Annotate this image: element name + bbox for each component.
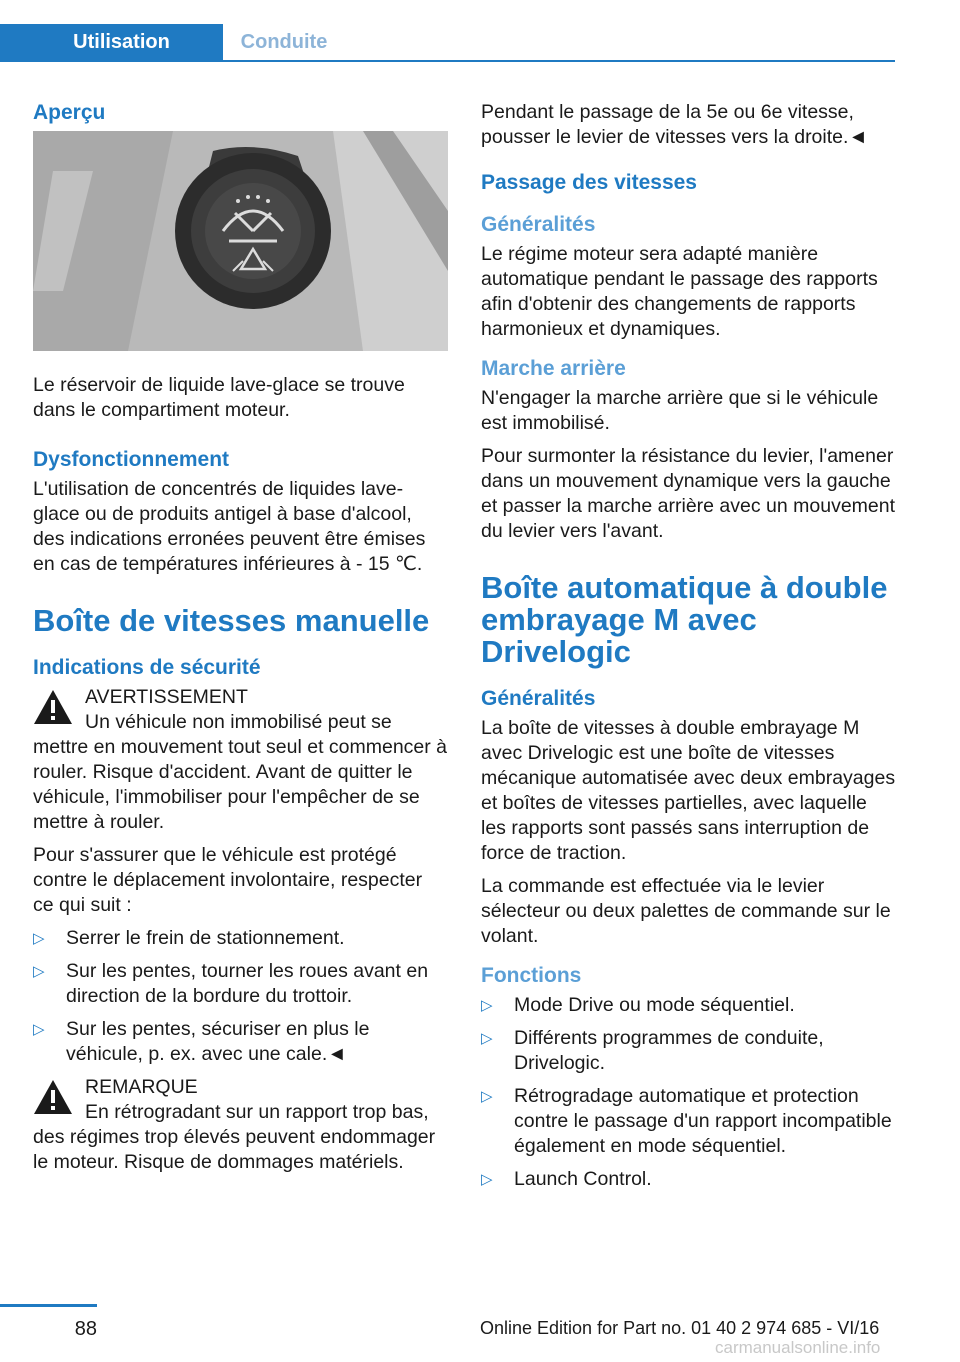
safety-heading: Indications de sécurité	[33, 656, 261, 679]
bullet-triangle-icon: ▷	[33, 1021, 45, 1038]
bullet-triangle-icon: ▷	[481, 1030, 493, 1047]
warning-block-1	[33, 685, 448, 710]
list-item	[481, 1026, 896, 1076]
apercu-heading: Aperçu	[33, 101, 106, 124]
bullet-triangle-icon: ▷	[481, 1171, 493, 1188]
apercu-text: Le réservoir de liquide lave-glace se trouve dans le compartiment moteur.	[33, 374, 405, 421]
dysfonctionnement-text: L'utilisation de concentrés de liquides lave-glace ou de produits antigel à base d'alcool, des indications erronées peuvent être émises en cas de températures inférieures à - 15 ℃.	[33, 478, 426, 575]
warning-triangle-icon	[33, 689, 73, 725]
footer-rule	[0, 1304, 97, 1307]
tab-conduite[interactable]: Conduite	[240, 31, 328, 53]
list-item-text: Sur les pentes, tourner les roues avant en direction de la bordure du trottoir.	[66, 960, 429, 1007]
auto-generalites-text-1: La boîte de vitesses à double embrayage M avec Drivelogic est une boîte de vitesses mécanique automatisée avec deux embrayages et boîtes de vitesses partielles, avec laquelle les rapports sont passés sans interruption de force de traction.	[481, 717, 896, 864]
dysfonctionnement-heading: Dysfonctionnement	[33, 448, 230, 471]
auto-generalites-heading: Généralités	[481, 687, 596, 710]
left-column	[33, 100, 448, 1183]
list-item-text: Sur les pentes, sécuriser en plus le véhicule, p. ex. avec une cale.◄	[66, 1018, 370, 1065]
generalites-heading: Généralités	[481, 213, 596, 236]
list-item-text: Launch Control.	[514, 1168, 652, 1190]
tab-utilisation[interactable]: Utilisation	[0, 24, 223, 61]
fonctions-heading: Fonctions	[481, 964, 582, 987]
warning-2-text: En rétrogradant sur un rapport trop bas, des régimes trop élevés peuvent endommager le moteur. Risque de dommages matériels.	[33, 1101, 436, 1173]
watermark: carmanualsonline.info	[715, 1338, 881, 1357]
warning-1-text: Un véhicule non immobilisé peut se mettre en mouvement tout seul et commencer à rouler. Risque d'accident. Avant de quitter le véhicule, l'immobiliser pour l'empêcher de se mettre à rouler.	[33, 711, 448, 833]
marche-arriere-heading: Marche arrière	[481, 357, 626, 380]
bullet-triangle-icon: ▷	[481, 997, 493, 1014]
list-item-text: Différents programmes de conduite, Drivelogic.	[514, 1027, 824, 1074]
marche-arriere-text-2: Pour surmonter la résistance du levier, l'amener dans un mouvement dynamique vers la gauche et passer la marche arrière avec un mouvement du levier vers l'avant.	[481, 445, 896, 542]
passage-heading: Passage des vitesses	[481, 171, 697, 194]
list-item	[481, 1167, 896, 1192]
intro-text: Pendant le passage de la 5e ou 6e vitesse, pousser le levier de vitesses vers la droite.◄	[481, 101, 868, 148]
warning-triangle-icon	[33, 1079, 73, 1115]
section-title-manuelle: Boîte de vitesses manuelle	[33, 603, 430, 638]
bullet-triangle-icon: ▷	[481, 1088, 493, 1105]
list-item	[33, 1017, 448, 1067]
list-item	[481, 993, 896, 1018]
safety-bullet-list	[33, 926, 448, 1067]
fonctions-list	[481, 993, 896, 1192]
secure-text: Pour s'assurer que le véhicule est protégé contre le déplacement involontaire, respecter ce qui suit :	[33, 844, 423, 916]
bullet-triangle-icon: ▷	[33, 930, 45, 947]
marche-arriere-text-1: N'engager la marche arrière que si le véhicule est immobilisé.	[481, 387, 879, 434]
list-item-text: Mode Drive ou mode séquentiel.	[514, 994, 795, 1016]
warning-label-avertissement: AVERTISSEMENT	[85, 686, 248, 708]
chapter-tabs	[0, 24, 895, 62]
list-item	[481, 1084, 896, 1159]
header-divider	[0, 60, 895, 62]
list-item-text: Rétrogradage automatique et protection contre le passage d'un rapport incompatible également en mode séquentiel.	[514, 1085, 892, 1157]
generalites-text: Le régime moteur sera adapté manière automatique pendant le passage des rapports afin d'obtenir des changements de rapports harmonieux et dynamiques.	[481, 243, 878, 340]
warning-label-remarque: REMARQUE	[85, 1076, 198, 1098]
bullet-triangle-icon: ▷	[33, 963, 45, 980]
edition-note: Online Edition for Part no. 01 40 2 974 685 - VI/16	[480, 1318, 880, 1338]
right-column	[481, 100, 896, 1200]
auto-generalites-text-2: La commande est effectuée via le levier sélecteur ou deux palettes de commande sur le volant.	[481, 875, 891, 947]
list-item	[33, 959, 448, 1009]
page-number: 88	[74, 1318, 97, 1340]
list-item	[33, 926, 448, 951]
list-item-text: Serrer le frein de stationnement.	[66, 927, 345, 949]
warning-block-2	[33, 1075, 448, 1100]
section-title-automatique: Boîte automatique à double embrayage M avec Drivelogic	[481, 570, 888, 669]
washer-reservoir-photo	[33, 131, 448, 351]
